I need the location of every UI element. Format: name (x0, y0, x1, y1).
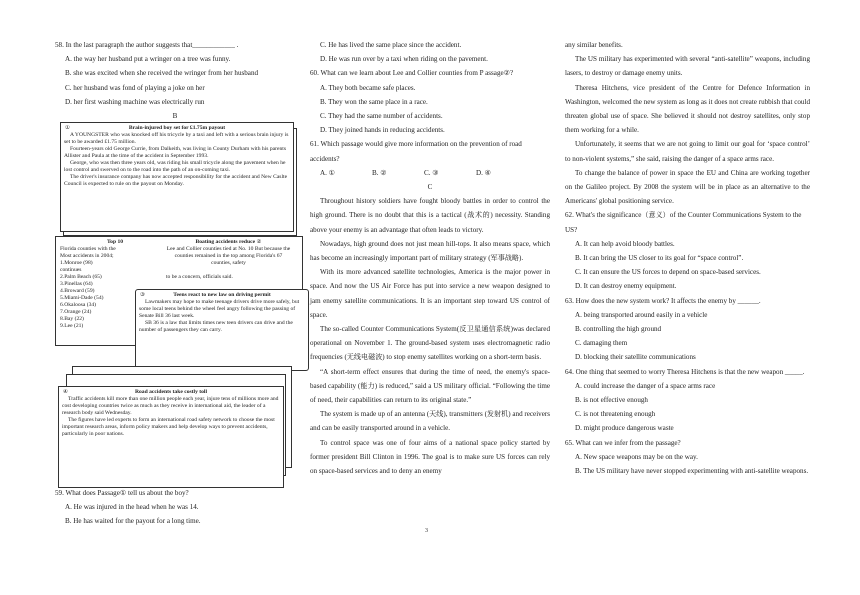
column-left-bottom (55, 486, 295, 529)
passage-c-para: Nowadays, high ground does not just mean hill-tops. It also means space, which has become an increasingly important part of military strategy (军事战略). (310, 239, 550, 263)
q60-option-a: A. They both became safe places. (320, 83, 416, 92)
passage-c-para: Throughout history soldiers have fought bloody battles in order to control the high ground. There is no doubt that this is a tactical (战术的) necessity. Standing above your enemy is an advantage that often leads to victory. (310, 197, 550, 234)
boating-title: Boating accidents reduce (195, 239, 256, 245)
passage-c-para: With its more advanced satellite technologies, America is the major power in space. And now the US Air Force has put into service a new weapon designed to jam enemy satellite communications. It is an important step toward US control of space. (310, 268, 550, 319)
q65-option-b: B. The US military have never stopped experimenting with anti-satellite weapons. (575, 467, 809, 476)
box1-title: Brain-injured boy set for £1.75m payout (128, 125, 226, 131)
question-64: 64. One thing that seemed to worry Theresa Hitchens is that the new weapon _____. (565, 367, 805, 376)
boating-text: Lee and Collier counties tied at No. 10 But because the counties remained in the top among Florida's 67 counties, safety (166, 246, 291, 266)
passage-c-para: The US military has experimented with several “anti-satellite” weapons, including lasers, to destroy or damage enemy units. (565, 55, 810, 78)
top10-line: 8.Bay (22) (60, 316, 84, 322)
box4-number: ④ (63, 389, 69, 395)
section-c-heading: C (427, 183, 433, 192)
q65-option-a: A. New space weapons may be on the way. (575, 452, 698, 461)
box3-number: ③ (140, 292, 146, 298)
q62-option-b: B. It can bring the US closer to its goal for “space control”. (575, 254, 744, 263)
boating-text-tail: to be a concern, officials said. (166, 274, 233, 280)
passage-c-para: To change the balance of power in space the EU and China are working together on the Galileo project. By 2008 the system will be in place as an alternative to the Americans' global positioning service. (565, 168, 810, 206)
box1-para-4: The driver's insurance company has now accepted responsibility for the accident and New Caslte Council is expected to rule on the payout on Monday. (64, 174, 288, 187)
question-58: 58. In the last paragraph the author suggests that____________ . (55, 41, 239, 49)
question-65: 65. What can we infer from the passage? (565, 438, 681, 447)
top10-line: 1.Monroe (98) (60, 260, 93, 266)
q58-option-b: B. she was excited when she received the wringer from her husband (65, 69, 259, 78)
box3-para-2: SB 36 is a law that limits times new teen drivers can drive and the number of passengers they can carry. (139, 320, 293, 333)
q60-option-d: D. They joined hands in reducing accidents. (320, 126, 445, 135)
q62-option-d: D. It can destroy enemy equipment. (575, 282, 677, 291)
section-b-heading: B (172, 112, 178, 121)
top10-line: 2.Palm Beach (65) (60, 274, 102, 280)
q61-option-c: C. ③ (424, 168, 439, 177)
box1-para-1: A YOUNGSTER who was knocked off his tricycle by a taxi and left with a serious brain injury is set to be awarded £1.75 million. (64, 132, 289, 145)
top10-line: 9.Lee (21) (60, 323, 84, 329)
q64-option-d: D. might produce dangerous waste (575, 424, 674, 433)
question-61: 61. Which passage would give more information on the prevention of road accidents? (310, 140, 522, 163)
passage-c-para: The so-called Counter Communications System(反卫星通信系统)was declared operational on November 1. The ground-based system uses electromagnetic radio frequencies (无线电磁波) to stop enemy satellites working on a short-term basis. (310, 325, 550, 362)
q59-option-d: D. He was run over by a taxi when riding on the pavement. (320, 55, 488, 64)
q59-option-b: B. He has waited for the payout for a long time. (65, 517, 201, 526)
q61-options (320, 166, 550, 180)
box2-number: ② (256, 239, 262, 245)
q59-option-c: C. He has lived the same place since the accident. (320, 41, 462, 49)
column-right (565, 38, 810, 478)
question-62: 62. What's the significance（意义）of the Counter Communications System to the US? (565, 211, 802, 234)
q61-option-b: B. ② (372, 168, 387, 177)
passage-c-para: The system is made up of an antenna (天线), transmitters (发射机) and receivers and can be easily transported around in a vehicle. (310, 410, 550, 433)
top10-line: 4.Broward (59) (60, 288, 95, 294)
top10-line: continues (60, 267, 82, 273)
top10-line: Most accidents in 2004; (60, 253, 114, 259)
top10-line: 6.Okaloosa (34) (60, 302, 97, 308)
question-60: 60. What can we learn about Lee and Collier counties from P assage②? (310, 69, 514, 78)
box3-para-1: Lawmakers may hope to make teenage drivers drive more safely, but some local teens behind the wheel feel angry following the passing of Senate Bill 36 last week. (139, 299, 300, 319)
q63-option-c: C. damaging them (575, 339, 628, 348)
question-63: 63. How does the new system work? It affects the enemy by ______. (565, 296, 761, 305)
box4-title: Road accidents take costly toll (134, 389, 208, 395)
q61-option-d: D. ④ (476, 168, 492, 177)
box4-para-2: The figures have led experts to form an international road safety network to choose the most important research areas, inform policy makers and help develop ways to prevent accidents, particularly in poor nations. (62, 417, 275, 437)
passage-c-para: Unfortunately, it seems that we are not going to limit our goal for ‘space control’ to non-violent systems,” she said, raising the danger of a space arms race. (565, 140, 810, 163)
page-number: 3 (425, 528, 428, 534)
top10-title: Top 10 (106, 239, 124, 245)
top10-line: 3.Pinellas (64) (60, 281, 93, 287)
column-middle (310, 38, 550, 478)
box3-title: Teens react to new law on driving permit (173, 292, 271, 298)
q58-option-c: C. her husband was fond of playing a joke on her (65, 83, 205, 92)
q61-option-a: A. ① (320, 168, 336, 177)
passage-c-para: Theresa Hitchens, vice president of the Centre for Defence Information in Washington, welcomed the new system as long as it does not create rubbish that could threaten global use of space. She believed it should not destroy satellites, only stop them working for a while. (565, 83, 810, 135)
passage-c-para: “A short-term effect ensures that during the time of need, the enemy's space-based capability (能力) is reduced,” said a US military official. “Following the time of need, their capabilities can return to its original state.” (310, 367, 550, 405)
q60-option-b: B. They won the same place in a race. (320, 97, 428, 106)
top10-line: 7.Orange (24) (60, 309, 92, 315)
box4-para-1: Traffic accidents kill more than one million people each year, injure tens of millions more and cost developing countries twice as much as they receive in international aid, the leader of a research body said Wednesday. (62, 396, 279, 416)
q64-option-b: B. is not effective enough (575, 396, 648, 405)
q60-option-c: C. They had the same number of accidents. (320, 112, 443, 121)
q63-option-d: D. blocking their satellite communications (575, 353, 696, 362)
q64-option-a: A. could increase the danger of a space arms race (575, 381, 716, 390)
passage-c-para: To control space was one of four aims of a national space policy started by former president Bill Clinton in 1996. The goal is to make sure US forces can rely on space-based services and to deny an enemy (310, 438, 550, 476)
q63-option-b: B. controlling the high ground (575, 325, 662, 334)
passage-c-cont: any similar benefits. (565, 41, 623, 49)
question-59: 59. What does Passage① tell us about the boy? (55, 489, 189, 497)
passage-4-box (58, 386, 284, 488)
q64-option-c: C. is not threatening enough (575, 410, 656, 419)
passage-3-box (135, 289, 309, 371)
q59-option-a: A. He was injured in the head when he was 14. (65, 503, 199, 512)
box1-number: ① (65, 125, 71, 131)
top10-line: 5.Miami-Dade (54) (60, 295, 104, 301)
q58-option-a: A. the way her husband put a wringer on a tree was funny. (65, 55, 231, 64)
top10-line: Florida counties with the (60, 246, 116, 252)
q58-option-d: D. her first washing machine was electrically run (65, 97, 205, 106)
box1-para-3: George, who was then three years old, was riding his small tricycle along the pavement when he lost control and swerved on to the road into the path of an on-coming taxi. (64, 160, 286, 173)
passage-1-box (60, 122, 294, 232)
box1-para-2: Fourteen-years old George Currie, from Dalkeith, was living in County Durham with his parents Allister and Paula at the time of the accident in September 1993. (64, 146, 286, 159)
column-left (55, 38, 295, 123)
q63-option-a: A. being transported around easily in a vehicle (575, 310, 708, 319)
q62-option-a: A. It can help avoid bloody battles. (575, 239, 675, 248)
q62-option-c: C. It can ensure the US forces to depend on space-based services. (575, 268, 761, 277)
